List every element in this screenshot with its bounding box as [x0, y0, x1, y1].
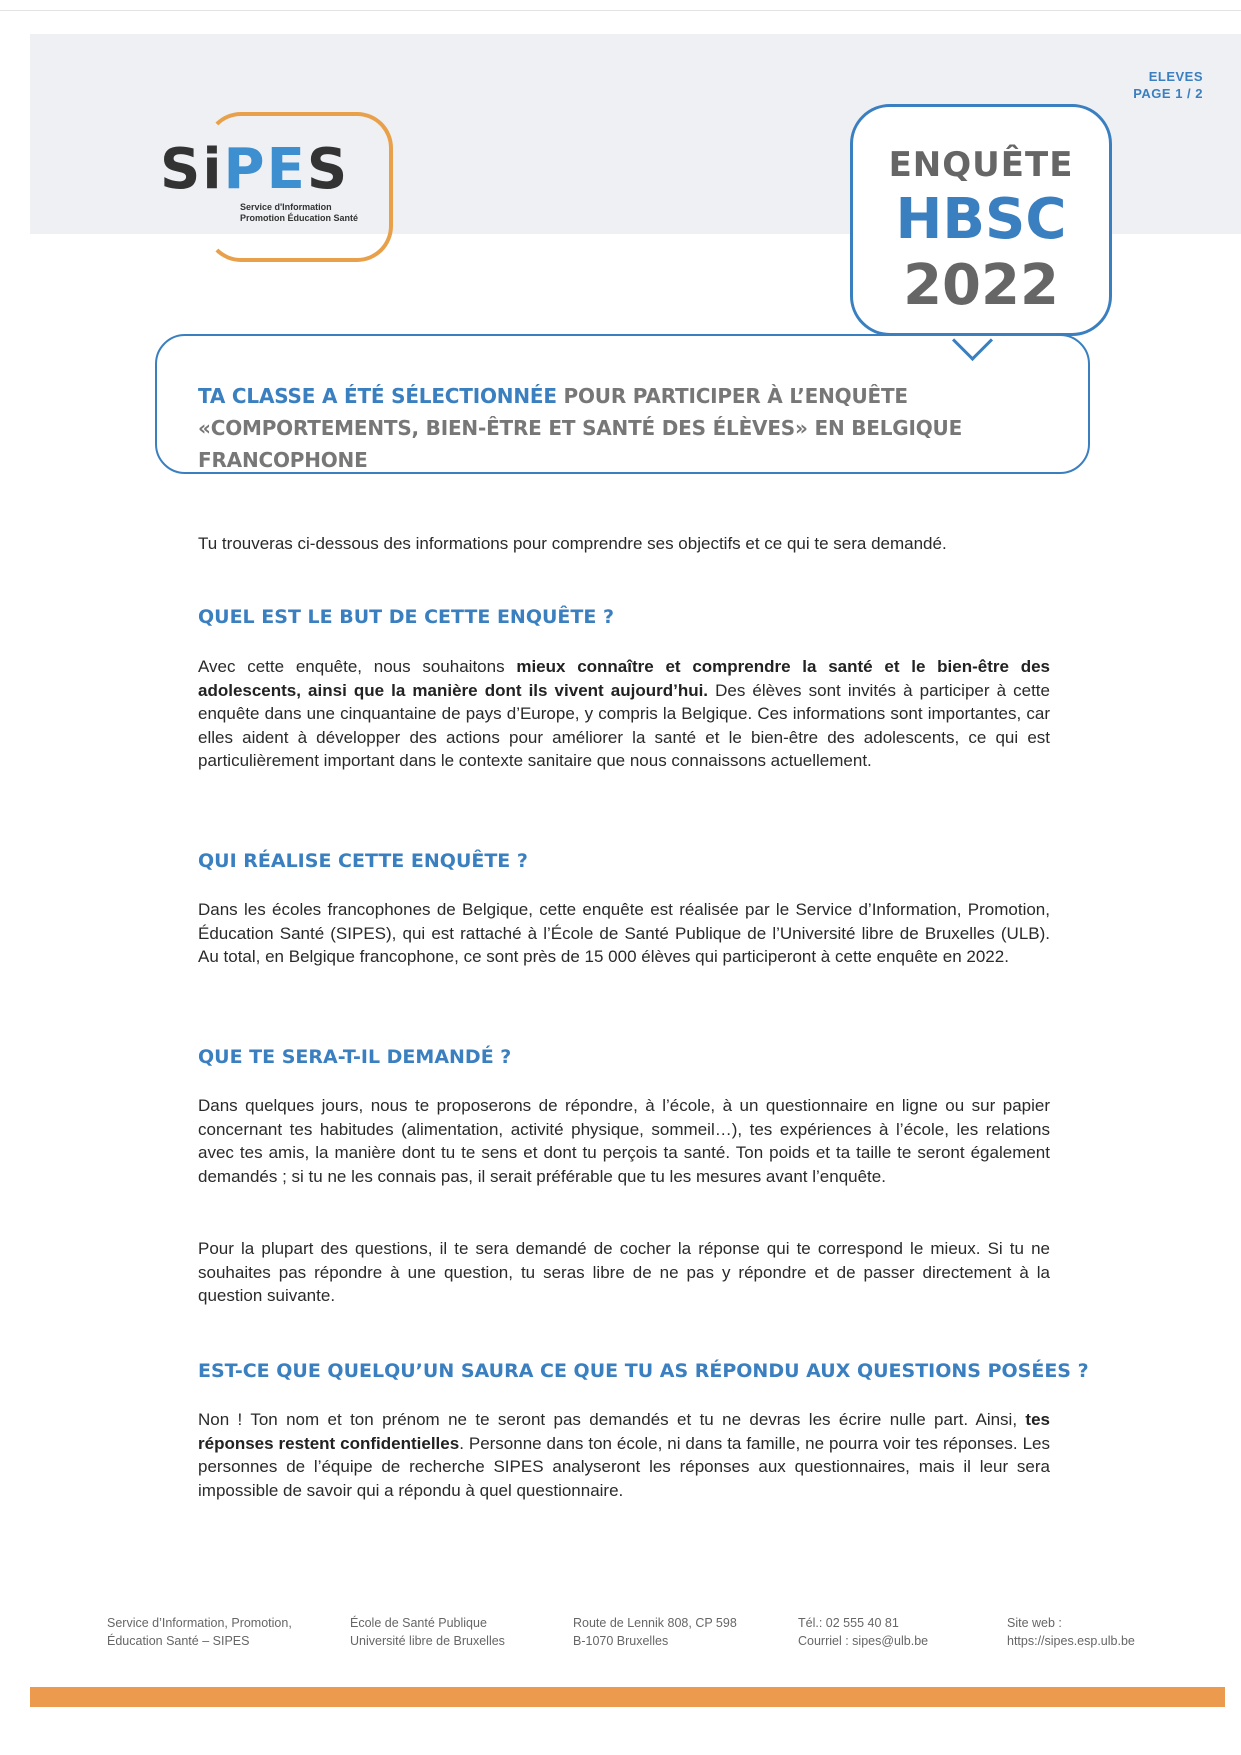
section-paragraph-asked-2: Pour la plupart des questions, il te sera demandé de cocher la réponse qui te correspond le mieux. Si tu ne souhaites pas répondre à une question, tu seras libre de ne pas y répondre et de passer directement à la question suivante. [198, 1239, 1050, 1305]
section-paragraph-goal: Avec cette enquête, nous souhaitons mieux connaître et comprendre la santé et le bien-être des adolescents, ainsi que la manière dont ils vivent aujourd’hui. Des élèves sont invités à participer à cette enquête dans une cinquantaine de pays d’Europe, y compris la Belgique. Ces informations sont importantes, car elles aident à développer des actions pour améliorer la santé et le bien-être des adolescents, ce qui est particulièrement important dans le contexte sanitaire que nous connaissons actuellement. [198, 657, 1050, 770]
footer-school: École de Santé Publique Université libre de Bruxelles [350, 1616, 505, 1648]
section-paragraph-asked-1: Dans quelques jours, nous te proposerons de répondre, à l’école, à un questionnaire en ligne ou sur papier concernant tes habitudes (alimentation, activité physique, sommeil…), tes expériences à l’école, les relations avec tes amis, la manière dont tu te sens et dont tu perçois ta santé. Ton poids et ta taille te seront également demandés ; si tu ne les connais pas, il serait préférable que tu les mesures avant l’enquête. [198, 1096, 1050, 1186]
intro-text: Tu trouveras ci-dessous des informations pour comprendre ses objectifs et ce qui te sera demandé. [198, 534, 947, 553]
selection-banner-text: TA CLASSE A ÉTÉ SÉLECTIONNÉE POUR PARTICIPER À L’ENQUÊTE «COMPORTEMENTS, BIEN-ÊTRE ET SANTÉ DES ÉLÈVES» EN BELGIQUE FRANCOPHONE [198, 384, 963, 472]
section-title-goal: QUEL EST LE BUT DE CETTE ENQUÊTE ? [198, 606, 614, 628]
sipes-logo: SiPES [160, 137, 350, 202]
bubble-hbsc: HBSC [895, 187, 1067, 252]
bubble-enquete: ENQUÊTE [888, 145, 1074, 185]
footer-contact: Tél.: 02 555 40 81 Courriel : sipes@ulb.be [798, 1616, 929, 1648]
section-paragraph-confidential: Non ! Ton nom et ton prénom ne te seront pas demandés et tu ne devras les écrire nulle part. Ainsi, tes réponses restent confidentielles. Personne dans ton école, ni dans ta famille, ne pourra voir tes réponses. Les personnes de l’équipe de recherche SIPES analyseront les réponses aux questionnaires, mais il leur sera impossible de savoir qui a répondu à quel questionnaire. [198, 1410, 1050, 1500]
section-title-who: QUI RÉALISE CETTE ENQUÊTE ? [198, 850, 528, 872]
top-scan-line [0, 10, 1241, 11]
survey-speech-bubble [850, 104, 1112, 336]
bubble-year: 2022 [903, 253, 1059, 318]
page-audience: ELEVES [1148, 69, 1203, 84]
footer-sipes: Service d’Information, Promotion, Éducation Santé – SIPES [107, 1616, 292, 1648]
footer-address: Route de Lennik 808, CP 598 B-1070 Bruxelles [573, 1616, 737, 1648]
page-label [1133, 68, 1203, 102]
section-paragraph-who: Dans les écoles francophones de Belgique, cette enquête est réalisée par le Service d’Information, Promotion, Éducation Santé (SIPES), qui est rattaché à l’École de Santé Publique de l’Université libre de Bruxelles (ULB). Au total, en Belgique francophone, ce sont près de 15 000 élèves qui participeront à cette enquête en 2022. [198, 900, 1050, 966]
logo-subtitle: Service d'Information Promotion Éducation Santé [240, 202, 359, 223]
footer-website: Site web : https://sipes.esp.ulb.be [1007, 1616, 1135, 1648]
page-number: PAGE 1 / 2 [1133, 86, 1203, 101]
section-title-asked: QUE TE SERA-T-IL DEMANDÉ ? [198, 1046, 512, 1068]
footer-accent-bar [30, 1687, 1225, 1707]
section-title-confidential: EST-CE QUE QUELQU’UN SAURA CE QUE TU AS RÉPONDU AUX QUESTIONS POSÉES ? [198, 1360, 1089, 1382]
